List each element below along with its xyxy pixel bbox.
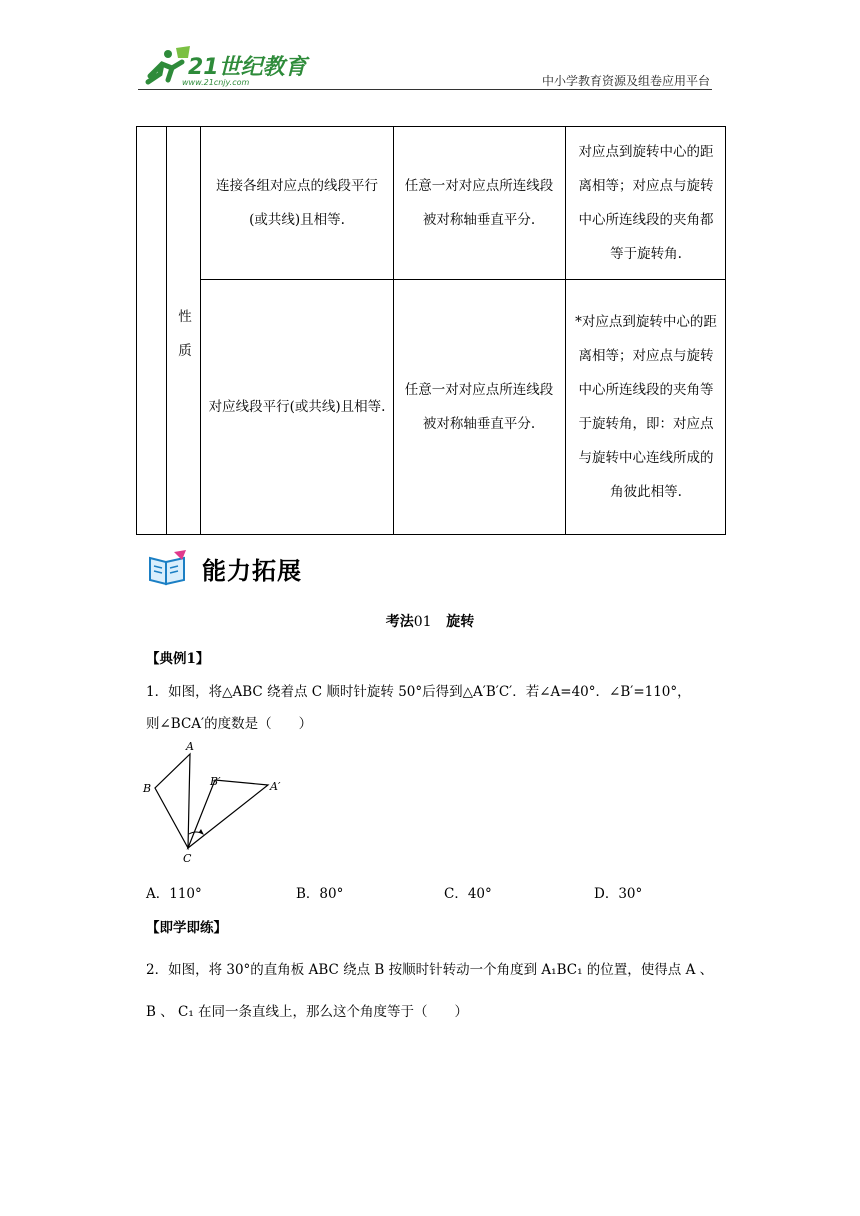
table-cell-translation-1: 连接各组对应点的线段平行(或共线)且相等. bbox=[216, 177, 378, 228]
table-cell-rotation-1: 对应点到旋转中心的距离相等；对应点与旋转中心所连线段的夹角都等于旋转角. bbox=[578, 143, 714, 262]
practice-tag: 【即学即练】 bbox=[146, 920, 227, 936]
rotation-figure bbox=[140, 738, 300, 868]
table-cell-axial-1: 任意一对对应点所连线段被对称轴垂直平分. bbox=[404, 177, 554, 228]
option-d: D．30° bbox=[594, 886, 643, 902]
table-row-label: 性质 bbox=[178, 309, 192, 359]
option-a: A．110° bbox=[146, 886, 202, 902]
logo-url: www.21cnjy.com bbox=[182, 78, 250, 87]
option-c: C．40° bbox=[444, 886, 492, 902]
label-c: C bbox=[183, 852, 192, 865]
example-tag: 【典例1】 bbox=[146, 651, 210, 667]
question-2-line-2: B 、 C₁ 在同一条直线上，那么这个角度等于（ ） bbox=[146, 1004, 469, 1020]
method-number: 01 bbox=[413, 614, 432, 630]
logo-text: 21世纪教育 bbox=[188, 55, 307, 80]
option-b: B．80° bbox=[296, 886, 344, 902]
logo bbox=[142, 44, 312, 94]
question-2-line-1: 2．如图，将 30°的直角板 ABC 绕点 B 按顺时针转动一个角度到 A₁BC₁ 的位置，使得点 A 、 bbox=[146, 962, 714, 978]
table-cell-rotation-2: *对应点到旋转中心的距离相等；对应点与旋转中心所连线段的夹角等于旋转角，即：对应点与旋转中心连线所成的角彼此相等. bbox=[575, 314, 717, 500]
label-a: A bbox=[186, 740, 194, 753]
site-name: 中小学教育资源及组卷应用平台 bbox=[541, 74, 710, 88]
label-b-prime: B′ bbox=[210, 775, 221, 788]
question-1-line-2: 则∠BCA′的度数是（ ） bbox=[146, 716, 313, 732]
question-1-line-1: 1．如图，将△ABC 绕着点 C 顺时针旋转 50°后得到△A′B′C′．若∠A=40°．∠B′=110°， bbox=[146, 684, 691, 700]
method-prefix: 考法 bbox=[385, 614, 414, 630]
properties-table bbox=[136, 126, 726, 535]
section-title: 能力拓展 bbox=[202, 557, 302, 585]
header-divider bbox=[138, 89, 712, 90]
method-heading bbox=[0, 611, 860, 631]
method-topic: 旋转 bbox=[446, 614, 475, 630]
label-a-prime: A′ bbox=[270, 780, 281, 793]
table-cell-translation-2: 对应线段平行(或共线)且相等. bbox=[208, 399, 386, 415]
book-icon bbox=[146, 548, 190, 588]
table-cell-axial-2: 任意一对对应点所连线段被对称轴垂直平分. bbox=[404, 382, 554, 432]
label-b: B bbox=[143, 782, 152, 795]
